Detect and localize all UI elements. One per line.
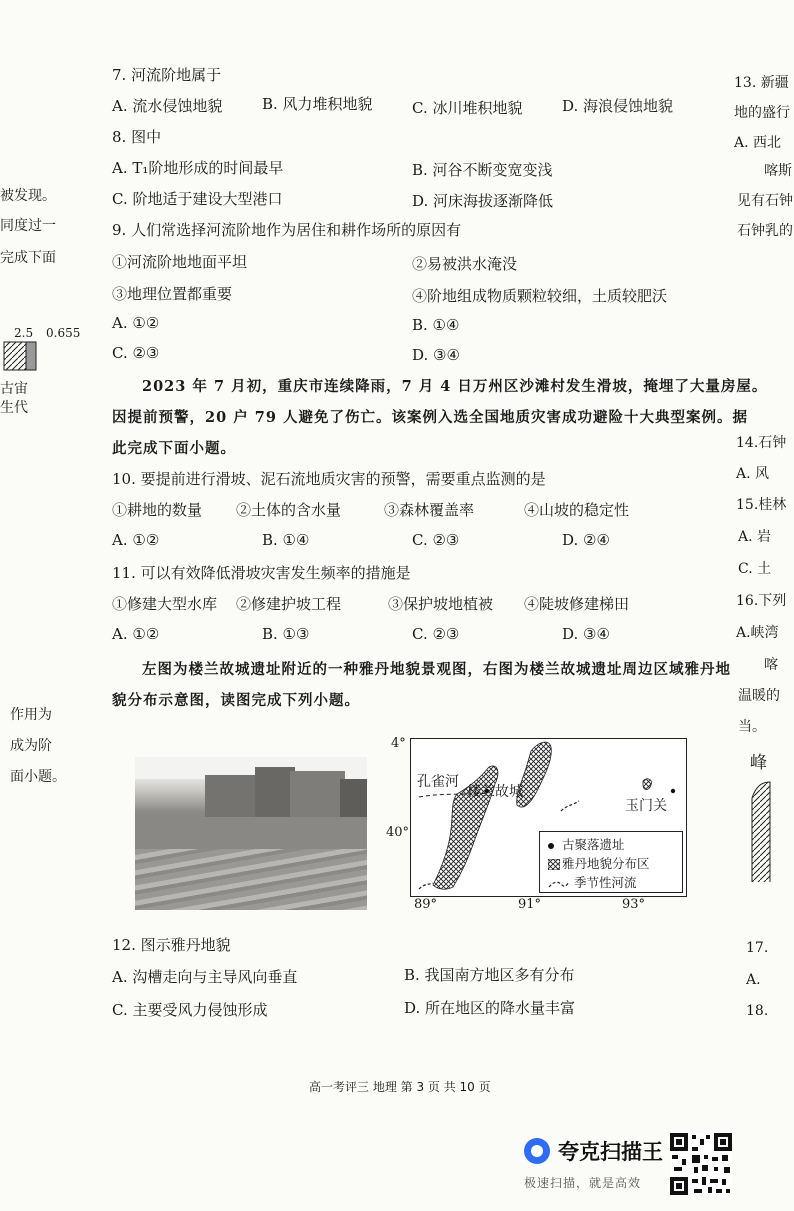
q7-stem: 7. 河流阶地属于 (112, 66, 222, 84)
right-edge-peak-figure (748, 778, 794, 884)
right-edge-text-3: A. 西北 (734, 135, 782, 151)
right-edge-text-17: 峰 (750, 753, 767, 773)
legend-river-label: 季节性河流 (574, 875, 637, 890)
q10-option-b: B. ①④ (262, 531, 310, 549)
seasonal-river-3 (419, 883, 433, 889)
q9-option-b: B. ①④ (412, 316, 460, 334)
left-edge-text-6: 作用为 (10, 707, 52, 723)
q11-item-3: ③保护坡地植被 (388, 595, 494, 613)
left-edge-text-1: 被发现。 (0, 188, 56, 204)
q9-item-2: ②易被洪水淹没 (412, 255, 518, 273)
right-edge-text-20: 18. (746, 1003, 769, 1019)
q11-option-c: C. ②③ (412, 625, 460, 643)
right-edge-text-10: A. 岩 (738, 529, 772, 545)
right-edge-text-1: 13. 新疆 (734, 75, 789, 91)
map-lon-91: 91° (518, 897, 542, 912)
q10-stem: 10. 要提前进行滑坡、泥石流地质灾害的预警，需要重点监测的是 (112, 470, 546, 488)
q10-item-3: ③森林覆盖率 (384, 501, 475, 519)
q10-option-d: D. ②④ (562, 531, 610, 549)
left-edge-text-7: 成为阶 (10, 738, 52, 754)
q7-option-a: A. 流水侵蚀地貌 (112, 97, 223, 115)
q9-option-c: C. ②③ (112, 344, 160, 362)
q7-option-d: D. 海浪侵蚀地貌 (562, 97, 674, 115)
left-edge-text-5: 生代 (0, 400, 28, 416)
scanner-slogan: 极速扫描，就是高效 (524, 1176, 642, 1190)
passage1-line3: 此完成下面小题。 (112, 440, 236, 457)
label-loulan: 楼兰故城 (467, 784, 523, 800)
q9-item-4: ④阶地组成物质颗粒较细，土质较肥沃 (412, 287, 668, 305)
right-edge-text-12: 16.下列 (736, 593, 787, 609)
q10-item-2: ②土体的含水量 (236, 501, 342, 519)
right-edge-text-16: 当。 (738, 719, 766, 735)
label-yumen: 玉门关 (625, 798, 667, 814)
legend-settlement-label: 古聚落遗址 (562, 837, 625, 852)
right-edge-text-5: 见有石钟 (737, 193, 793, 209)
q7-option-c: C. 冰川堆积地貌 (412, 99, 523, 117)
left-edge-text-2: 同度过一 (0, 218, 56, 234)
legend-row-yardang (548, 854, 650, 872)
right-edge-text-7: 14.石钟 (736, 435, 787, 451)
legend-yardang-label: 雅丹地貌分布区 (562, 856, 650, 871)
q8-stem: 8. 图中 (112, 128, 162, 146)
map-lon-89: 89° (414, 897, 438, 912)
label-kongque-river: 孔雀河 (417, 774, 459, 790)
q9-stem: 9. 人们常选择河流阶地作为居住和耕作场所的原因有 (112, 221, 462, 239)
right-edge-text-15: 温暖的 (738, 688, 780, 704)
scanner-logo-icon (524, 1138, 550, 1164)
scanner-brand (524, 1136, 663, 1191)
q10-item-4: ④山坡的稳定性 (524, 501, 630, 519)
passage2-line1: 左图为楼兰故城遗址附近的一种雅丹地貌景观图，右图为楼兰故城遗址周边区域雅丹地 (142, 661, 731, 678)
q8-option-d: D. 河床海拔逐渐降低 (412, 192, 554, 210)
page-footer: 高一考评三 地理 第 3 页 共 10 页 (309, 1080, 491, 1094)
q7-option-b: B. 风力堆积地貌 (262, 95, 373, 113)
legend-row-settlement (548, 835, 625, 853)
q11-option-a: A. ①② (112, 625, 160, 643)
seasonal-river-2 (561, 801, 579, 811)
yardang-region-small (643, 779, 651, 790)
map-legend (539, 831, 683, 893)
q9-option-d: D. ③④ (412, 346, 460, 364)
q12-option-d: D. 所在地区的降水量丰富 (404, 999, 576, 1017)
q12-option-a: A. 沟槽走向与主导风向垂直 (112, 968, 298, 986)
q11-item-2: ②修建护坡工程 (236, 595, 342, 613)
scanner-brand-name: 夸克扫描王 (558, 1140, 663, 1164)
right-edge-text-11: C. 土 (738, 561, 772, 577)
q12-option-c: C. 主要受风力侵蚀形成 (112, 1001, 268, 1019)
right-edge-text-18: 17. (746, 940, 769, 956)
passage1-line2: 因提前预警，20 户 79 人避免了伤亡。该案例入选全国地质灾害成功避险十大典型案例。据 (112, 409, 748, 426)
q12-stem: 12. 图示雅丹地貌 (112, 936, 231, 954)
yardang-landscape-photo (135, 757, 367, 910)
q8-option-a: A. T₁阶地形成的时间最早 (112, 159, 284, 177)
right-edge-text-9: 15.桂林 (736, 497, 787, 513)
right-edge-text-4: 喀斯 (764, 163, 792, 179)
left-edge-fig-num-a: 2.5 (14, 326, 34, 340)
q11-option-d: D. ③④ (562, 625, 610, 643)
q11-option-b: B. ①③ (262, 625, 310, 643)
q9-item-1: ①河流阶地地面平坦 (112, 253, 248, 271)
right-edge-text-6: 石钟乳的 (737, 223, 793, 239)
passage2-line2: 貌分布示意图，读图完成下列小题。 (112, 692, 360, 709)
q8-option-b: B. 河谷不断变宽变浅 (412, 161, 553, 179)
right-edge-text-13: A.峡湾 (736, 625, 779, 641)
q11-item-4: ④陡坡修建梯田 (524, 595, 630, 613)
map-lon-93: 93° (622, 897, 646, 912)
right-edge-text-8: A. 风 (736, 466, 770, 482)
q11-item-1: ①修建大型水库 (112, 595, 218, 613)
settlement-yumen (671, 789, 675, 793)
yardang-distribution-map (410, 738, 687, 897)
qr-code-icon (670, 1133, 732, 1195)
left-edge-strata-figure (0, 340, 40, 372)
right-edge-text-14: 喀 (764, 657, 778, 673)
left-edge-fig-num-b: 0.655 (46, 326, 81, 340)
q12-option-b: B. 我国南方地区多有分布 (404, 966, 575, 984)
q10-option-c: C. ②③ (412, 531, 460, 549)
passage1-line1: 2023 年 7 月初，重庆市连续降雨，7 月 4 日万州区沙滩村发生滑坡，掩埋了大量房屋。 (142, 378, 768, 395)
right-edge-text-19: A. (746, 972, 761, 988)
map-lat-40: 40° (386, 825, 410, 840)
q10-option-a: A. ①② (112, 531, 160, 549)
left-edge-text-8: 面小题。 (10, 769, 66, 785)
legend-row-river (548, 873, 637, 891)
q9-item-3: ③地理位置都重要 (112, 285, 233, 303)
left-edge-text-3: 完成下面 (0, 250, 56, 266)
q9-option-a: A. ①② (112, 314, 160, 332)
q11-stem: 11. 可以有效降低滑坡灾害发生频率的措施是 (112, 564, 411, 582)
q8-option-c: C. 阶地适于建设大型港口 (112, 190, 283, 208)
right-edge-text-2: 地的盛行 (734, 105, 790, 121)
map-lat-top: 4° (391, 736, 406, 751)
q10-item-1: ①耕地的数量 (112, 501, 203, 519)
left-edge-text-4: 古宙 (0, 381, 28, 397)
